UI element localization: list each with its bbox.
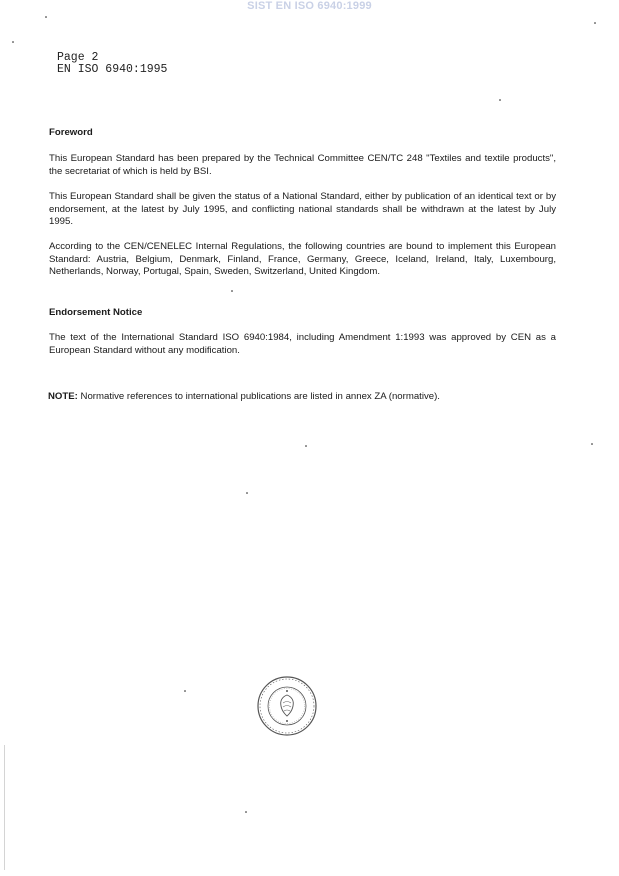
scan-speck <box>499 99 501 101</box>
scan-speck <box>45 16 47 18</box>
scan-speck <box>245 811 247 813</box>
foreword-heading: Foreword <box>49 127 93 138</box>
scan-speck <box>184 690 186 692</box>
standard-id: EN ISO 6940:1995 <box>57 63 168 76</box>
foreword-section <box>49 127 556 140</box>
endorsement-heading: Endorsement Notice <box>49 307 143 318</box>
note-text: Normative references to international publications are listed in annex ZA (normative). <box>80 391 440 402</box>
scan-margin-line <box>4 745 5 870</box>
note-label: NOTE: <box>48 391 78 402</box>
watermark: SIST EN ISO 6940:1999 <box>247 0 372 12</box>
scan-speck <box>231 290 233 292</box>
scan-speck <box>594 22 596 24</box>
foreword-paragraph-2: This European Standard shall be given the status of a National Standard, either by publication of an identical text or by endorsement, at the latest by July 1995, and conflicting national standards shall be withdrawn at the latest by July 1995. <box>49 191 556 228</box>
official-stamp-icon <box>256 675 318 737</box>
scan-speck <box>305 445 307 447</box>
scan-speck <box>12 41 14 43</box>
page-header <box>57 52 167 76</box>
scan-speck <box>246 492 248 494</box>
endorsement-section <box>49 307 556 320</box>
foreword-paragraph-1: This European Standard has been prepared by the Technical Committee CEN/TC 248 "Textiles and textile products", the secretariat of which is held by BSI. <box>49 153 556 177</box>
endorsement-text: The text of the International Standard ISO 6940:1984, including Amendment 1:1993 was approved by CEN as a European Standard without any modification. <box>49 332 556 356</box>
scan-speck <box>591 443 593 445</box>
foreword-paragraph-3: According to the CEN/CENELEC Internal Regulations, the following countries are bound to implement this European Standard: Austria, Belgium, Denmark, Finland, France, Germany, Greece, Iceland, Ireland, Italy, Luxembourg, Netherlands, Norway, Portugal, Spain, Sweden, Switzerland, United Kingdom. <box>49 241 556 278</box>
page-number: Page 2 <box>57 51 99 64</box>
normative-note <box>48 391 568 404</box>
